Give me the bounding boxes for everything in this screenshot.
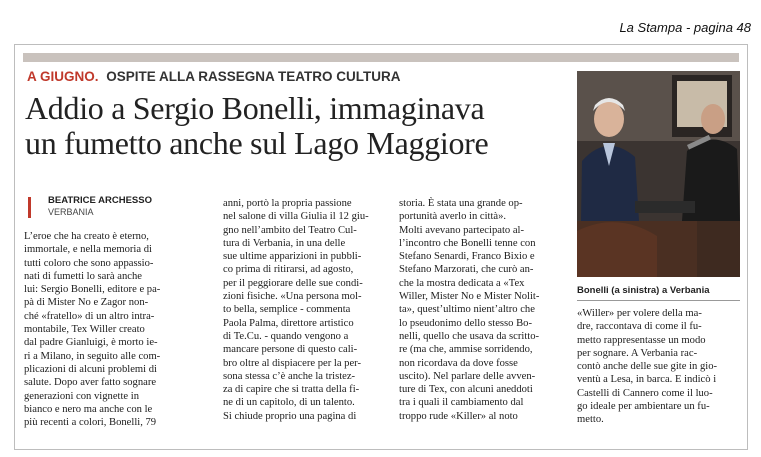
kicker — [27, 69, 401, 84]
text-line: che la mostra dedicata a «Tex — [399, 277, 525, 289]
photo-illustration — [577, 71, 740, 277]
text-line: «Willer» per volere della ma- — [577, 308, 702, 319]
text-line: L’eroe che ha creato è eterno, — [24, 231, 149, 242]
text-line: per il peggiorare delle sue condi- — [223, 277, 363, 289]
text-line: ri a Milano, in seguito alle com- — [24, 350, 161, 362]
text-line: to bella, semplice - commenta — [223, 304, 351, 316]
article-column-1 — [24, 230, 192, 429]
text-line: non ricordava da dove fosse — [399, 357, 518, 369]
text-line: nel salone di villa Giulia il 12 giu- — [223, 211, 369, 223]
headline — [25, 91, 573, 161]
text-line: sona stessa c’è anche la tristez- — [223, 370, 356, 382]
text-line: tutti coloro che sono appassio- — [24, 257, 154, 269]
text-line: ché «fratello» di un altro intra- — [24, 310, 155, 322]
text-line: mancare persone di questo cali- — [223, 344, 358, 356]
text-line: plicazioni di alcuni problemi di — [24, 363, 157, 375]
photo-caption: Bonelli (a sinistra) a Verbania — [577, 285, 710, 296]
article-photo — [577, 71, 740, 277]
text-line: co prima di ritirarsi, ad agosto, — [223, 264, 354, 276]
byline-place: VERBANIA — [48, 207, 94, 217]
text-line: nelli, quello che usava da scritto- — [399, 330, 540, 342]
text-line: per sognare. A Verbania rac- — [577, 347, 698, 359]
kicker-text: OSPITE ALLA RASSEGNA TEATRO CULTURA — [106, 69, 401, 84]
text-line: bro oltre al dispiacere per la per- — [223, 357, 362, 369]
text-line: tura di Verbania, in una delle — [223, 237, 346, 249]
text-line: ta», quest’ultimo nient’altro che — [399, 304, 535, 316]
text-line: portunità averlo in città». — [399, 211, 507, 223]
headline-line: Addio a Sergio Bonelli, immaginava — [25, 90, 485, 126]
text-line: lo pseudonimo dello stesso Bo- — [399, 317, 533, 329]
article-column-2 — [223, 197, 393, 423]
text-line: tra i quali il cambiamento dal — [399, 397, 524, 409]
text-line: uscito). Nel parlare delle avven- — [399, 370, 536, 382]
text-line: bianco e nero ma anche con le — [24, 403, 153, 415]
article-clipping — [14, 44, 748, 450]
text-line: Molti avevano partecipato al- — [399, 224, 525, 236]
text-line: ture di Tex, con alcuni aneddoti — [399, 384, 533, 396]
text-line: gno nell’ambito del Teatro Cul- — [223, 224, 357, 236]
text-line: Si chiude proprio una pagina di — [223, 410, 357, 422]
text-line: anni, portò la propria passione — [223, 198, 352, 209]
text-line: Stefano Marzorati, che curò an- — [399, 264, 534, 276]
text-line: dre, raccontava di come il fu- — [577, 321, 702, 333]
text-line: metto rappresentasse un modo — [577, 334, 706, 346]
text-line: di Te.Cu. - quando vengono a — [223, 330, 349, 342]
text-line: zioni fisiche. «Una persona mol- — [223, 291, 362, 303]
headline-line: un fumetto anche sul Lago Maggiore — [25, 125, 489, 161]
source-label: La Stampa - pagina 48 — [619, 20, 751, 35]
text-line: Willer, Mister No e Mister Nolit- — [399, 291, 540, 303]
text-line: go ideale per ambientare un fu- — [577, 401, 710, 413]
caption-divider — [577, 300, 740, 301]
kicker-highlight: A GIUGNO. — [27, 69, 99, 84]
byline-marker — [28, 197, 31, 218]
text-line: sue ultime apparizioni in pubbli- — [223, 251, 362, 263]
article-column-3 — [399, 197, 571, 423]
byline-author: BEATRICE ARCHESSO — [48, 195, 152, 206]
section-bar — [23, 53, 739, 62]
text-line: za di capire che si tratta della fi- — [223, 384, 360, 396]
text-line: montabile, Tex Willer creato — [24, 324, 145, 336]
text-line: pà di Mister No e Zagor non- — [24, 297, 149, 309]
text-line: contò anche delle sue gite in gio- — [577, 361, 718, 373]
text-line: lui: Sergio Bonelli, editore e pa- — [24, 284, 161, 296]
text-line: salute. Dopo aver fatto sognare — [24, 377, 157, 389]
text-line: nati di fumetti lo sarà anche — [24, 270, 142, 282]
text-line: troppo rude «Killer» al noto — [399, 410, 518, 422]
text-line: l’incontro che Bonelli tenne con — [399, 237, 536, 249]
text-line: metto. — [577, 414, 604, 426]
text-line: Castelli di Cannero come il luo- — [577, 387, 713, 399]
text-line: ventù a Lesa, in barca. E indicò i — [577, 374, 717, 386]
text-line: generazioni con vignette in — [24, 390, 140, 402]
text-line: Paola Palma, direttore artistico — [223, 317, 354, 329]
article-column-4 — [577, 307, 747, 427]
text-line: storia. È stata una grande op- — [399, 198, 523, 209]
text-line: dal padre Gianluigi, è morto ie- — [24, 337, 158, 349]
text-line: re (ma che, ammise sorridendo, — [399, 344, 533, 356]
text-line: più recenti a colori, Bonelli, 79 — [24, 417, 157, 429]
text-line: ne di un capitolo, di un talento. — [223, 397, 355, 409]
text-line: Stefano Senardi, Franco Bixio e — [399, 251, 535, 263]
text-line: immortale, e nella memoria di — [24, 244, 152, 256]
